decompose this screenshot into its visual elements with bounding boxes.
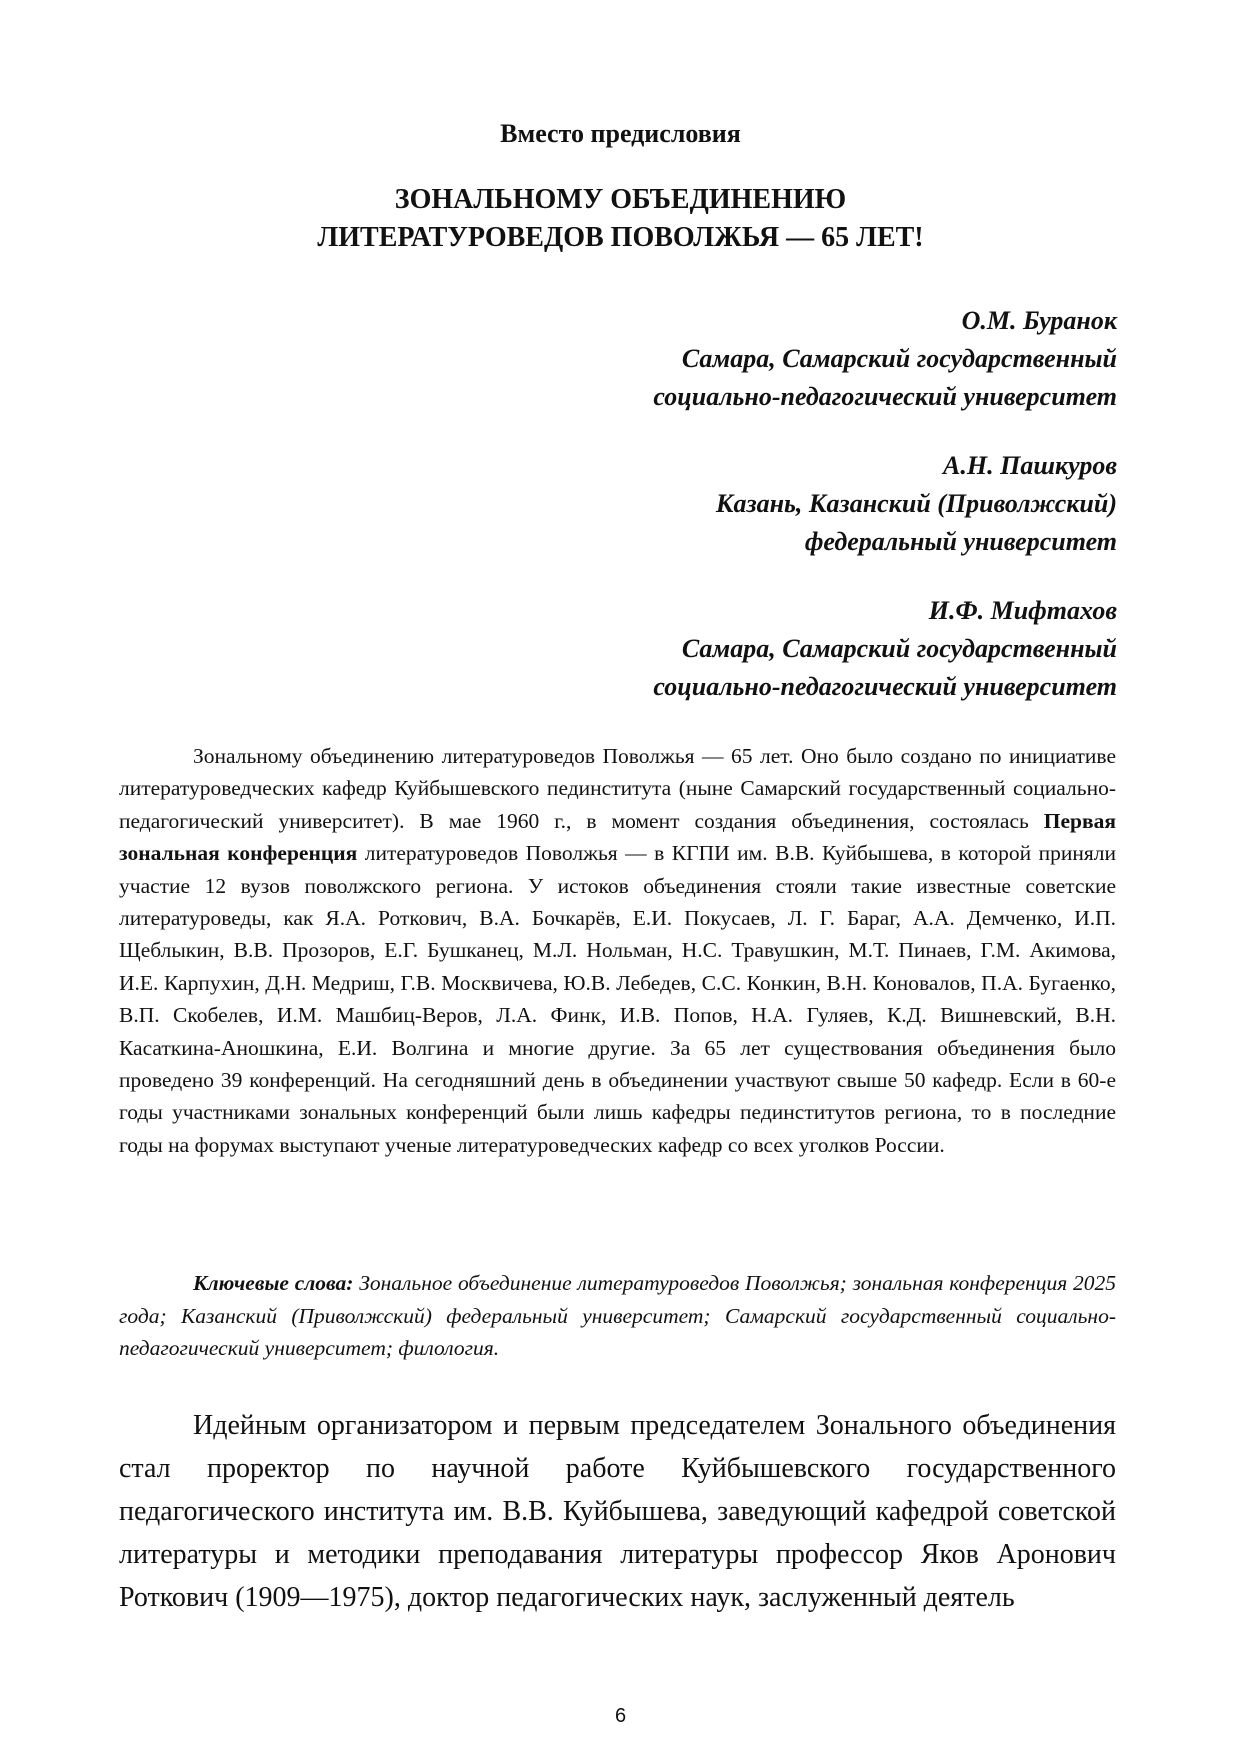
author-block	[653, 447, 1117, 561]
section-kicker: Вместо предисловия	[500, 119, 741, 148]
author-affiliation: Казань, Казанский (Приволжский)	[715, 489, 1117, 518]
article-title-line-2: ЛИТЕРАТУРОВЕДОВ ПОВОЛЖЬЯ — 65 ЛЕТ!	[317, 222, 924, 253]
abstract-paragraph	[119, 740, 1116, 1161]
keywords-paragraph	[119, 1267, 1116, 1365]
author-affiliation: социально-педагогический университет	[653, 382, 1117, 411]
page-number: 6	[614, 1705, 627, 1727]
author-name: А.Н. Пашкуров	[943, 451, 1117, 480]
author-affiliation: федеральный университет	[804, 527, 1117, 556]
article-title-line-1: ЗОНАЛЬНОМУ ОБЪЕДИНЕНИЮ	[394, 184, 847, 215]
author-affiliation: Самара, Самарский государственный	[681, 634, 1117, 663]
abstract-text-part-1: Зональному объединению литературоведов Поволжья — 65 лет. Оно было создано по инициативе литературоведческих кафедр Куйбышевского пединститута (ныне Самарский государственный социально-педагогический университет). В мае 1960 г., в момент создания объединения, состоялась	[119, 744, 1116, 833]
abstract-emphasis: Первая зональная конференция	[119, 808, 1116, 866]
author-list	[653, 302, 1117, 737]
author-block	[653, 592, 1117, 706]
keywords-text: Зональное объединение литературоведов Поволжья; зональная конференция 2025 года; Казанский (Приволжский) федеральный университет; Самарский государственный социально-педагогический университет; филология.	[119, 1271, 1116, 1360]
article-title	[0, 181, 1241, 257]
body-paragraph: Идейным организатором и первым председателем Зонального объединения стал проректор по научной работе Куйбышевского государственного педагогического института им. В.В. Куйбышева, заведующий кафедрой советской литературы и методики преподавания литературы профессор Яков Аронович Роткович (1909—1975), доктор педагогических наук, заслуженный деятель	[119, 1410, 1116, 1613]
author-affiliation: социально-педагогический университет	[653, 672, 1117, 701]
author-name: И.Ф. Мифтахов	[928, 596, 1117, 625]
keywords-label: Ключевые слова:	[193, 1271, 354, 1295]
author-name: О.М. Буранок	[961, 306, 1117, 335]
author-affiliation: Самара, Самарский государственный	[681, 344, 1117, 373]
abstract-text-part-2: литературоведов Поволжья — в КГПИ им. В.В. Куйбышева, в которой приняли участие 12 вузов поволжского региона. У истоков объединения стояли такие известные советские литературоведы, как Я.А. Роткович, В.А. Бочкарёв, Е.И. Покусаев, Л. Г. Бараг, А.А. Демченко, И.П. Щеблыкин, В.В. Прозоров, Е.Г. Бушканец, М.Л. Нольман, Н.С. Травушкин, М.Т. Пинаев, Г.М. Акимова, И.Е. Карпухин, Д.Н. Медриш, Г.В. Москвичева, Ю.В. Лебедев, С.С. Конкин, В.Н. Коновалов, П.А. Бугаенко, В.П. Скобелев, И.М. Машбиц-Веров, Л.А. Финк, И.В. Попов, Н.А. Гуляев, К.Д. Вишневский, В.Н. Касаткина-Аношкина, Е.И. Волгина и многие другие. За 65 лет существования объединения было проведено 39 конференций. На сегодняшний день в объединении участвуют свыше 50 кафедр. Если в 60-е годы участниками зональных конференций были лишь кафедры пединститутов региона, то в последние годы на форумах выступают ученые литературоведческих кафедр со всех уголков России.	[119, 841, 1117, 1157]
author-block	[653, 302, 1117, 416]
